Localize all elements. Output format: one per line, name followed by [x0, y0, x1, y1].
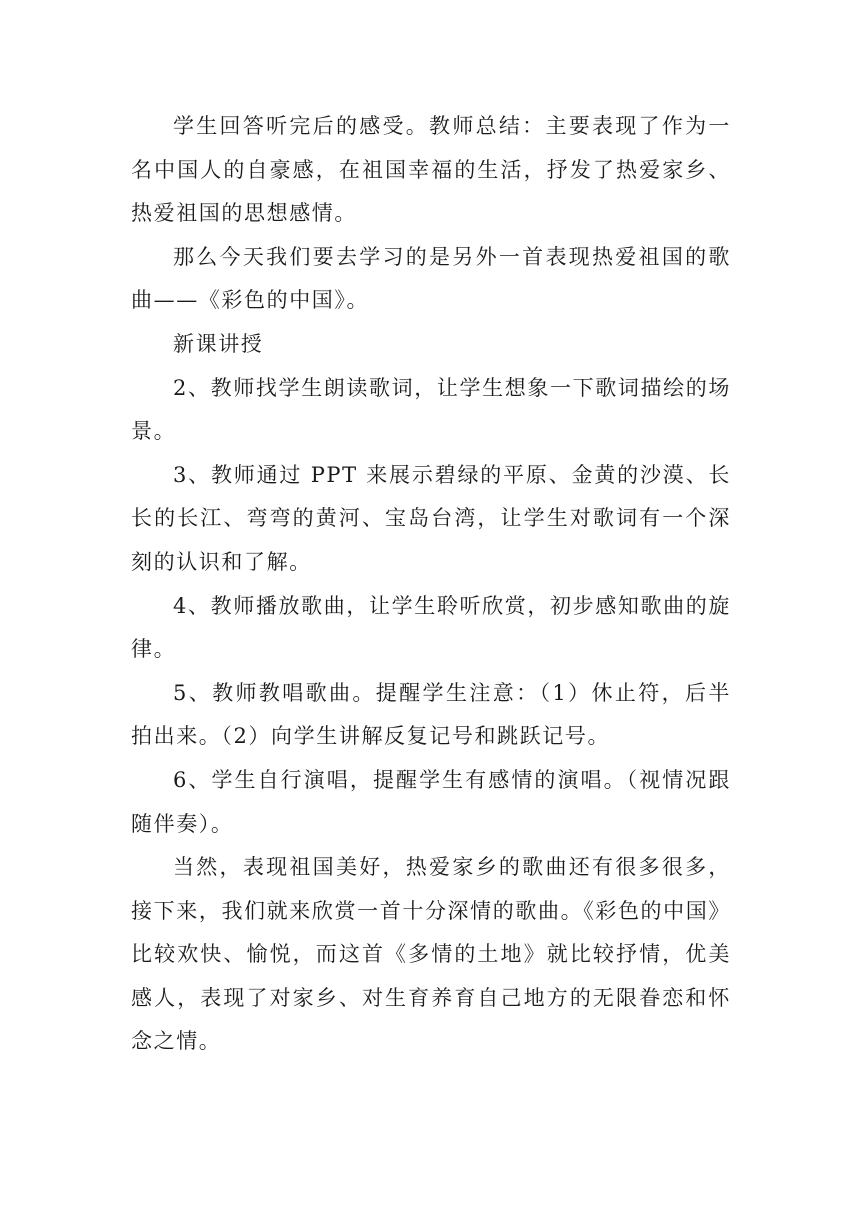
document-body — [131, 105, 731, 1064]
paragraph-intro-song: 那么今天我们要去学习的是另外一首表现热爱祖国的歌曲——《彩色的中国》。 — [131, 244, 731, 313]
paragraph-step-2: 2、教师找学生朗读歌词，让学生想象一下歌词描绘的场景。 — [131, 375, 731, 444]
paragraph-closing: 当然，表现祖国美好，热爱家乡的歌曲还有很多很多，接下来，我们就来欣赏一首十分深情的歌曲。《彩色的中国》比较欢快、愉悦，而这首《多情的土地》就比较抒情，优美感人，表现了对家乡、对生育养育自己地方的无限眷恋和怀念之情。 — [131, 855, 731, 1054]
paragraph-step-6: 6、学生自行演唱，提醒学生有感情的演唱。（视情况跟随伴奏）。 — [131, 767, 731, 836]
paragraph-student-feelings: 学生回答听完后的感受。教师总结：主要表现了作为一名中国人的自豪感，在祖国幸福的生活，抒发了热爱家乡、热爱祖国的思想感情。 — [131, 114, 731, 226]
paragraph-step-4: 4、教师播放歌曲，让学生聆听欣赏，初步感知歌曲的旋律。 — [131, 593, 731, 662]
paragraph-step-5: 5、教师教唱歌曲。提醒学生注意：（1）休止符，后半拍出来。（2）向学生讲解反复记号和跳跃记号。 — [131, 680, 731, 749]
paragraph-step-3: 3、教师通过 PPT 来展示碧绿的平原、金黄的沙漠、长长的长江、弯弯的黄河、宝岛台湾，让学生对歌词有一个深刻的认识和了解。 — [131, 462, 731, 574]
section-heading-new-lesson: 新课讲授 — [173, 331, 264, 356]
